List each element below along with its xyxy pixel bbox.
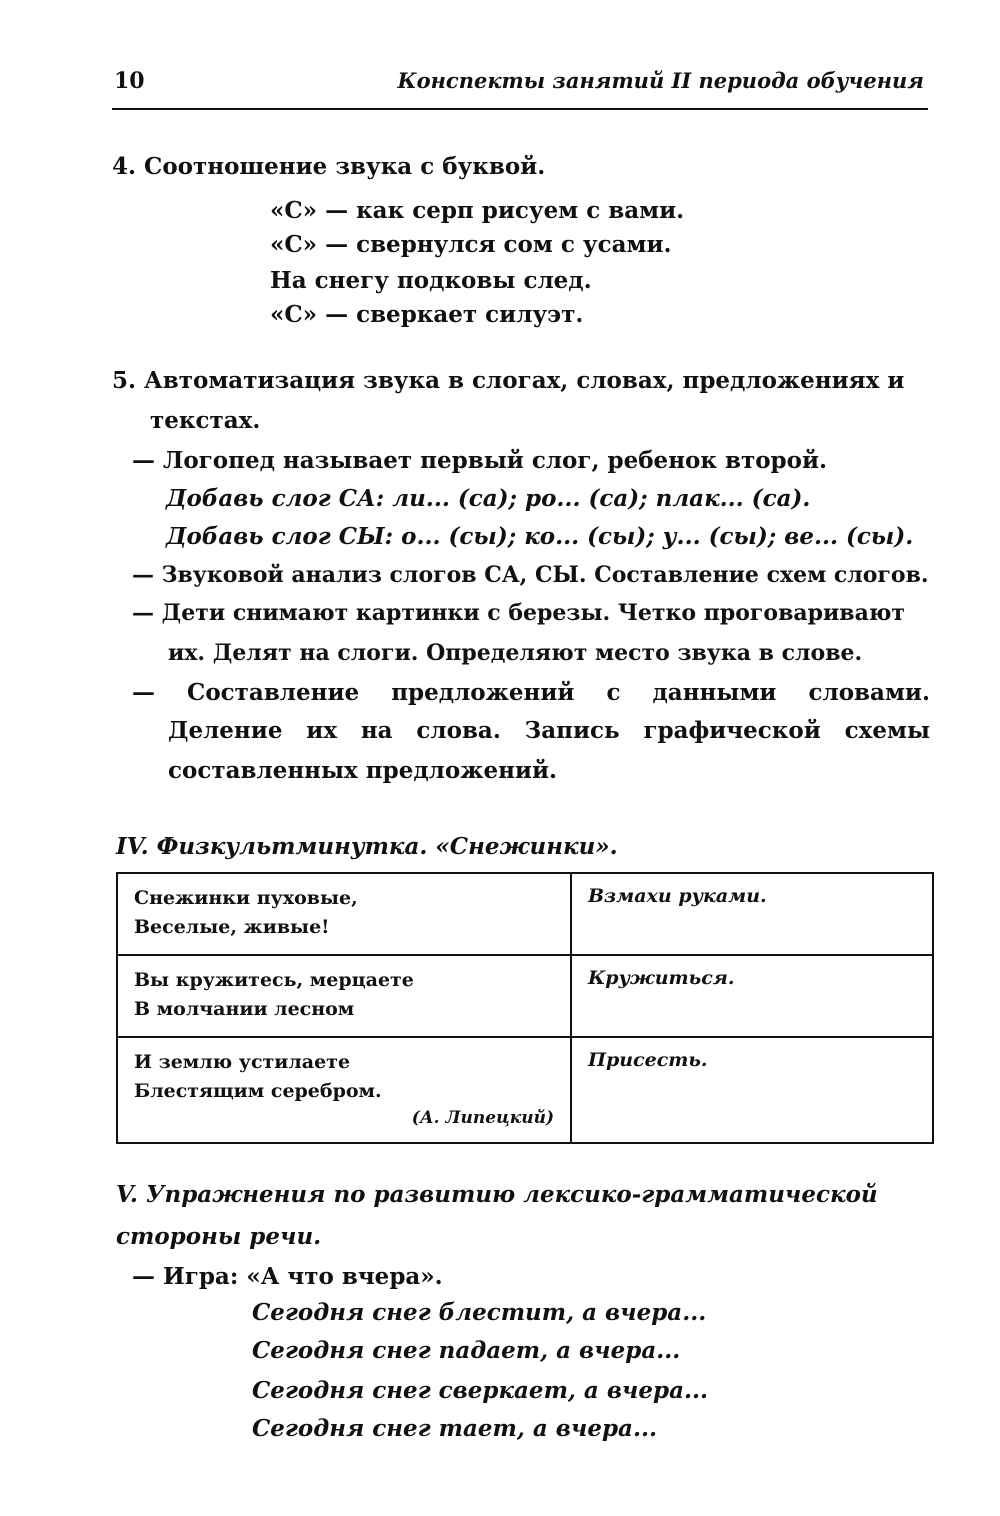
poem-line: На снегу подковы след. [270,267,592,294]
game-line: Сегодня снег падает, а вчера... [252,1337,681,1364]
verse-line: Блестящим серебром. [134,1080,382,1102]
verse-line: Веселые, живые! [134,916,330,938]
verse-line: И землю устилаете [134,1051,351,1073]
verse-line: В молчании лесном [134,998,355,1020]
verse-cell [117,873,571,955]
exercise-table [116,872,934,1144]
list-item: — Логопед называет первый слог, ребенок второй. [132,447,828,474]
section-v-heading-cont: стороны речи. [116,1223,322,1250]
list-item: — Звуковой анализ слогов СА, СЫ. Составление схем слогов. [132,562,929,588]
poem-line: «С» — свернулся сом с усами. [270,231,672,258]
section-5-heading: 5. Автоматизация звука в слогах, словах, предложениях и [112,367,905,394]
list-item: — Игра: «А что вчера». [132,1263,443,1290]
list-item-cont: Деление их на слова. Запись графической схемы [168,717,930,744]
action-cell: Взмахи руками. [571,873,933,955]
game-line: Сегодня снег блестит, а вчера... [252,1299,707,1326]
example-line: Добавь слог СА: ли... (са); ро... (са); плак... (са). [166,485,811,512]
list-item: — Дети снимают картинки с березы. Четко проговаривают [132,600,906,626]
table-row [117,1037,933,1143]
list-item-cont: составленных предложений. [168,757,558,784]
verse-cell [117,1037,571,1143]
section-4-heading: 4. Соотношение звука с буквой. [112,153,546,180]
verse-cell [117,955,571,1037]
poem-author: (А. Липецкий) [411,1108,554,1128]
action-cell: Кружиться. [571,955,933,1037]
section-v-heading: V. Упражнения по развитию лексико-грамматической [116,1181,878,1208]
list-item-cont: их. Делят на слоги. Определяют место звука в слове. [168,640,863,666]
running-title: Конспекты занятий II периода обучения [397,68,924,93]
table-row [117,955,933,1037]
page-number: 10 [114,68,145,94]
table-row [117,873,933,955]
verse-line: Вы кружитесь, мерцаете [134,969,414,991]
example-line: Добавь слог СЫ: о... (сы); ко... (сы); у... (сы); ве... (сы). [166,523,914,550]
game-line: Сегодня снег тает, а вчера... [252,1415,657,1442]
poem-line: «С» — сверкает силуэт. [270,301,584,328]
section-5-heading-cont: текстах. [150,407,261,434]
poem-line: «С» — как серп рисуем с вами. [270,197,685,224]
list-item: — Составление предложений с данными словами. [132,679,930,706]
section-iv-heading: IV. Физкультминутка. «Снежинки». [116,833,618,860]
verse-line: Снежинки пуховые, [134,887,358,909]
action-cell: Присесть. [571,1037,933,1143]
page-header [112,62,928,110]
game-line: Сегодня снег сверкает, а вчера... [252,1377,709,1404]
